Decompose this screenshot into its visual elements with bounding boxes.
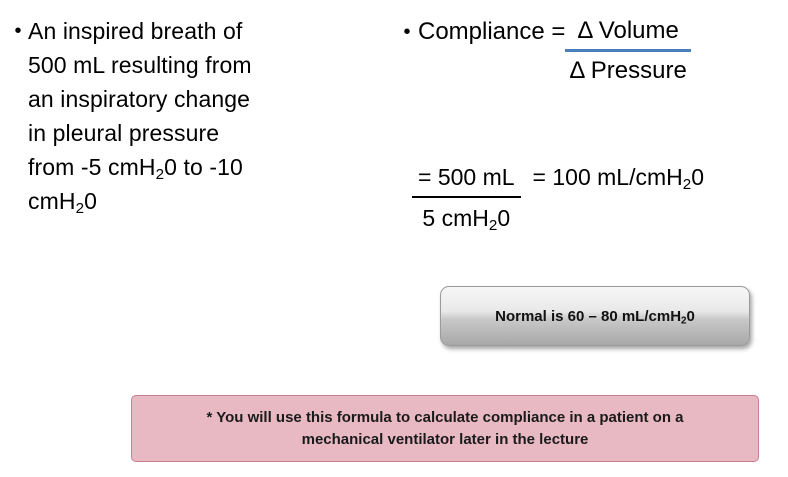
bullet-item <box>8 14 356 218</box>
worked-equation-fraction <box>412 160 521 235</box>
worked-equation-denominator-b: 0 <box>497 205 511 231</box>
compliance-denominator: Δ Pressure <box>569 57 687 84</box>
worked-equation-denominator-a: 5 cmH <box>422 205 489 231</box>
worked-equation-denominator <box>412 201 521 235</box>
bullet-line-6 <box>28 184 252 218</box>
bullet-line-6-sub: 2 <box>75 199 85 217</box>
worked-equation-result <box>521 160 704 194</box>
footnote-line-1: * You will use this formula to calculate compliance in a patient on a <box>206 408 684 426</box>
bullet-line-3: an inspiratory change <box>28 86 251 112</box>
footnote-line-2: mechanical ventilator later in the lecture <box>301 430 589 448</box>
normal-range-callout <box>440 286 750 346</box>
worked-equation-result-a: = 100 mL/cmH <box>532 164 683 190</box>
compliance-fraction-bar <box>565 49 690 52</box>
worked-equation-result-b: 0 <box>691 164 704 190</box>
normal-range-text-b: 0 <box>686 307 695 325</box>
bullet-line-2: 500 mL resulting from <box>28 52 252 78</box>
worked-equation-fraction-bar <box>412 196 521 198</box>
normal-range-text-a: Normal is 60 – 80 mL/cmH <box>495 307 682 325</box>
bullet-line-5-sub: 2 <box>155 165 165 183</box>
bullet-line-1: An inspired breath of <box>28 18 243 44</box>
compliance-bullet-marker-icon: • <box>403 21 411 43</box>
bullet-line-6-b: 0 <box>84 188 98 214</box>
compliance-fraction <box>565 14 690 88</box>
footnote-callout <box>131 395 759 462</box>
normal-range-text-sub: 2 <box>681 314 687 326</box>
compliance-numerator: Δ Volume <box>577 17 679 44</box>
worked-equation-result-sub: 2 <box>682 175 692 193</box>
footnote-text <box>206 407 683 451</box>
compliance-label: Compliance = <box>418 18 566 45</box>
compliance-row <box>396 14 782 88</box>
bullet-line-6-a: cmH <box>28 188 76 214</box>
worked-equation-denominator-sub: 2 <box>488 216 498 234</box>
normal-range-text <box>495 308 695 325</box>
bullet-marker-icon: • <box>14 20 22 42</box>
compliance-formula-block <box>396 14 782 88</box>
bullet-line-5-a: from -5 cmH <box>28 154 156 180</box>
bullet-line-5 <box>28 150 252 184</box>
worked-equation <box>412 160 704 235</box>
left-bullet-block <box>8 14 356 218</box>
bullet-line-5-b: 0 to -10 <box>164 154 243 180</box>
bullet-text <box>28 14 252 218</box>
worked-equation-numerator: = 500 mL <box>418 164 515 190</box>
bullet-line-4: in pleural pressure <box>28 120 220 146</box>
